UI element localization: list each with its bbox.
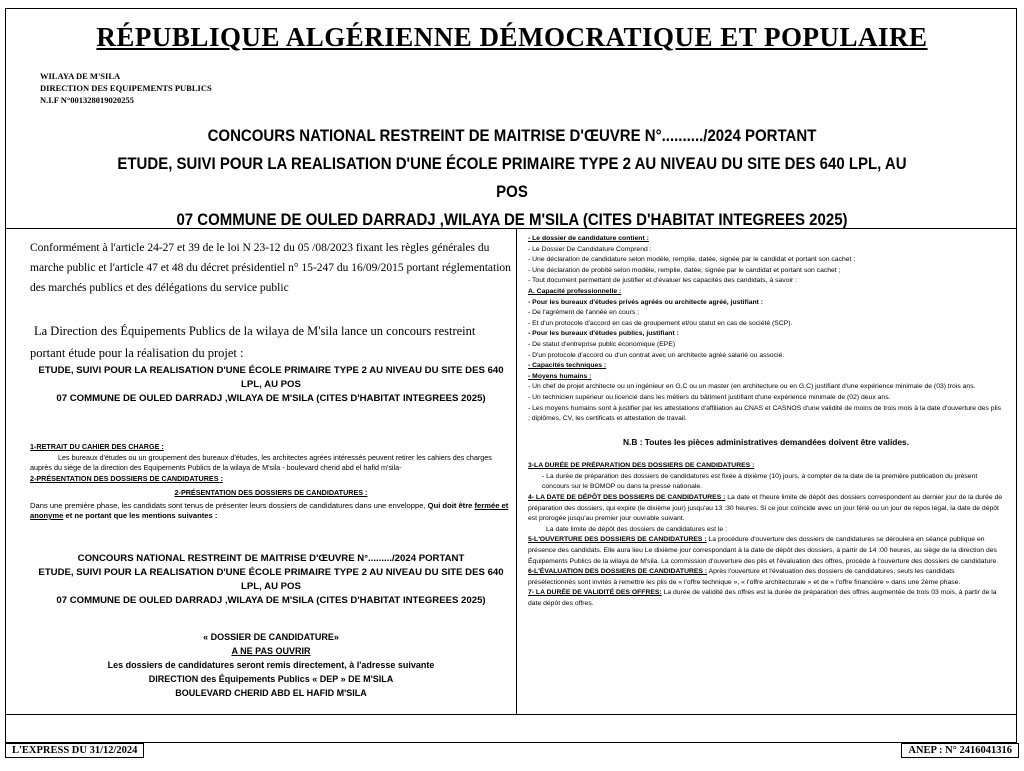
newspaper-date: L'EXPRESS DU 31/12/2024 xyxy=(5,743,144,758)
administration-block xyxy=(40,70,212,106)
section-6 xyxy=(528,567,1004,588)
anep-number: ANEP : N° 2416041316 xyxy=(901,743,1019,758)
dep-address: DIRECTION des Équipements Publics « DEP » DE M'SILA xyxy=(148,673,394,684)
legal-intro: Conformément à l'article 24-27 et 39 de le loi N 23-12 du 05 /08/2023 fixant les règles générales du marche public et l'article 47 et 48 du décret présidentiel n° 15-247 du 16/09/2015 portant réglementation des marchés publics et des délégations du service public xyxy=(30,242,511,294)
section-5-text: La procédure d'ouverture des dossiers de candidatures se déroulera en séance publique en présence des candidats. Elle aura lieu Le dixième jour correspondant à la date de dépôt des dossiers, à partir de 14 :00 heures, au siège de la direction des Équipements Publics de la wilaya de M'sila. La commission d'ouverture des plis et l'évaluation des offres, procède à l'ouverture des dossiers de candidature. xyxy=(528,536,999,565)
wilaya-line: WILAYA DE M'SILA xyxy=(40,71,121,81)
section-2-title: 2-PRÉSENTATION DES DOSSIERS DE CANDIDATURES : xyxy=(30,473,223,483)
title-line-3: 07 COMMUNE DE OULED DARRADJ ,WILAYA DE M'SILA (CITES D'HABITAT INTEGREES 2025) xyxy=(176,210,848,230)
human-item-1: - Un chef de projet architecte ou un ingénieur en G.C ou un master (en architecture ou en G.C) justifiant d'une expérience minimale de (03) trois ans. xyxy=(528,383,976,391)
contest-title xyxy=(100,122,924,234)
project-line-2: 07 COMMUNE DE OULED DARRADJ ,WILAYA DE M'SILA (CITES D'HABITAT INTEGREES 2025) xyxy=(56,393,486,404)
section-6-text: Après l'ouverture et l'évaluation des dossiers de candidatures, seuls les candidats présélectionnés sont invités à remettre les plis de « l'offre technique », « l'offre architecturale » et de « l'offre financière » dans une 2ème phase. xyxy=(528,568,961,586)
footer-divider xyxy=(5,714,1017,715)
section-2-text-a: Dans une première phase, les candidats sont tenus de présenter leurs dossiers de candidatures dans une enveloppe, xyxy=(30,500,426,510)
column-divider xyxy=(516,229,517,714)
republic-heading: RÉPUBLIQUE ALGÉRIENNE DÉMOCRATIQUE ET POPULAIRE xyxy=(96,22,928,52)
human-resources-title: - Moyens humains : xyxy=(528,372,592,380)
section-4 xyxy=(528,493,1004,525)
right-column xyxy=(528,234,1004,610)
section-2-text-b: Qui doit être xyxy=(427,500,473,510)
project-line-1: ETUDE, SUIVI POUR LA REALISATION D'UNE ÉCOLE PRIMAIRE TYPE 2 AU NIVEAU DU SITE DES 640 LPL, AU POS xyxy=(38,365,504,390)
title-line-1: CONCOURS NATIONAL RESTREINT DE MAITRISE D'ŒUVRE N°........../2024 PORTANT xyxy=(207,126,817,146)
boulevard-address: BOULEVARD CHERID ABD EL HAFID M'SILA xyxy=(175,687,367,698)
section-1-title: 1-RETRAIT DU CAHIER DES CHARGE : xyxy=(30,442,164,451)
envelope-line-2: ETUDE, SUIVI POUR LA REALISATION D'UNE ÉCOLE PRIMAIRE TYPE 2 AU NIVEAU DU SITE DES 640 LPL, AU POS xyxy=(38,566,504,592)
nota-bene: N.B : Toutes les pièces administratives demandées doivent être valides. xyxy=(622,436,910,447)
section-5-title: 5-L'OUVERTURE DES DOSSIERS DE CANDIDATURES : xyxy=(528,536,707,544)
submission-note: Les dossiers de candidatures seront remis directement, à l'adresse suivante xyxy=(107,659,435,670)
candidature-title: - Le dossier de candidature contient : xyxy=(528,235,649,242)
candidature-item-2: - Une déclaration de candidature selon modèle, remplie, datée, signée par le candidat et portant son cachet ; xyxy=(528,256,856,264)
left-column xyxy=(30,238,512,700)
capacity-technical-title: - Capacités techniques : xyxy=(528,362,607,370)
section-2-subtitle: 2-PRÉSENTATION DES DOSSIERS DE CANDIDATURES : xyxy=(174,488,368,497)
section-6-title: 6-L'ÉVALUATION DES DOSSIERS DE CANDIDATURES : xyxy=(528,568,708,576)
public-item-2: - D'un protocole d'accord ou d'un contrat avec un architecte agréé salarié ou associé. xyxy=(528,351,785,359)
do-not-open: A NE PAS OUVRIR xyxy=(231,645,311,656)
private-item-1: - De l'agrément de l'année en cours ; xyxy=(528,309,640,317)
section-7 xyxy=(528,588,1004,609)
capacity-professional-title: A. Capacité professionnelle : xyxy=(528,287,622,295)
envelope-line-1: CONCOURS NATIONAL RESTREINT DE MAITRISE D'ŒUVRE N°........./2024 PORTANT xyxy=(77,552,465,564)
section-4-text: La date et l'heure limite de dépôt des dossiers correspondent au dernier jour de la durée de préparation des dossiers, qui expire (le dixième jour) jusqu'au 13 :30 heures. Si ce jour coïncide avec un jour férié ou un jour de repos légal, la date de dépôt est prorogée jusqu'au premier jour ouvrable suivant. xyxy=(528,494,1003,523)
section-5 xyxy=(528,535,1004,567)
deposit-deadline: La date limite de dépôt des dossiers de candidatures est le : xyxy=(546,525,727,533)
envelope-line-3: 07 COMMUNE DE OULED DARRADJ ,WILAYA DE M'SILA (CITES D'HABITAT INTEGREES 2025) xyxy=(56,594,486,606)
lead-paragraph: La Direction des Équipements Publics de la wilaya de M'sila lance un concours restreint portant étude pour la réalisation du projet : xyxy=(30,324,476,360)
section-7-title: 7- LA DURÉE DE VALIDITÉ DES OFFRES: xyxy=(528,589,662,597)
section-2-text xyxy=(30,501,512,522)
public-bureaux: - Pour les bureaux d'études publics, justifiant : xyxy=(528,330,679,338)
section-3-text: - La durée de préparation des dossiers de candidatures est fixée à dixième (10) jours, à compter de la date de la première publication du présent concours sur le BOMOP ou dans la presse nationale. xyxy=(542,472,978,491)
section-2-text-d: et ne portant que les mentions suivantes : xyxy=(65,511,218,520)
private-item-2: - Et d'un protocole d'accord en cas de groupement et/ou statut en cas de société (SCP). xyxy=(528,319,793,327)
nif-line: N.I.F N°001328019020255 xyxy=(40,95,134,105)
candidature-item-4: - Tout document permettant de justifier et d'évaluer les capacités des candidats, à savoir : xyxy=(528,277,798,285)
section-2-text-c: fermée et anonyme xyxy=(30,500,509,520)
candidature-item-3: - Une déclaration de probité selon modèle, remplie, datée, signée par le candidat et portant son cachet ; xyxy=(528,266,841,274)
title-line-2: ETUDE, SUIVI POUR LA REALISATION D'UNE ÉCOLE PRIMAIRE TYPE 2 AU NIVEAU DU SITE DES 640 LPL, AU POS xyxy=(117,154,907,202)
header-divider xyxy=(5,228,1017,229)
candidature-item-1: - Le Dossier De Candidature Comprend : xyxy=(528,245,652,253)
section-3-title: 3-LA DURÉE DE PRÉPARATION DES DOSSIERS DE CANDIDATURES : xyxy=(528,462,755,470)
public-item-1: - De statut d'entreprise public économique (EPE) xyxy=(528,340,676,348)
human-item-2: - Un technicien supérieur ou licencié dans les métiers du bâtiment justifiant d'une expérience minimale de (02) deux ans. xyxy=(528,393,891,401)
dossier-label: « DOSSIER DE CANDIDATURE» xyxy=(203,631,339,642)
human-item-3: - Les moyens humains sont à justifier par les attestations d'affiliation au CNAS et CASNOS d'une validité de moins de trois mois à la date d'ouverture des plis ; diplômes, CV, les certificats et attestation de travail. xyxy=(528,404,1001,423)
section-4-title: 4- LA DATE DE DÉPÔT DES DOSSIERS DE CANDIDATURES : xyxy=(528,494,726,502)
private-bureaux: - Pour les bureaux d'études privés agréés ou architecte agréé, justifiant : xyxy=(528,298,764,306)
section-1-text: Les bureaux d'études ou un groupement des bureaux d'études, les architectes agrées intéressés peuvent retirer les cahiers des charges auprès du siège de la direction des Equipements Publics de la wilaya de M'sila - boulevard cherid abd el hafid m'sila- xyxy=(30,452,492,472)
direction-line: DIRECTION DES EQUIPEMENTS PUBLICS xyxy=(40,83,212,93)
section-7-text: La durée de validité des offres est la durée de préparation des offres augmentée de trois 03 mois, à partir de la date dépôt des offres. xyxy=(528,589,997,607)
